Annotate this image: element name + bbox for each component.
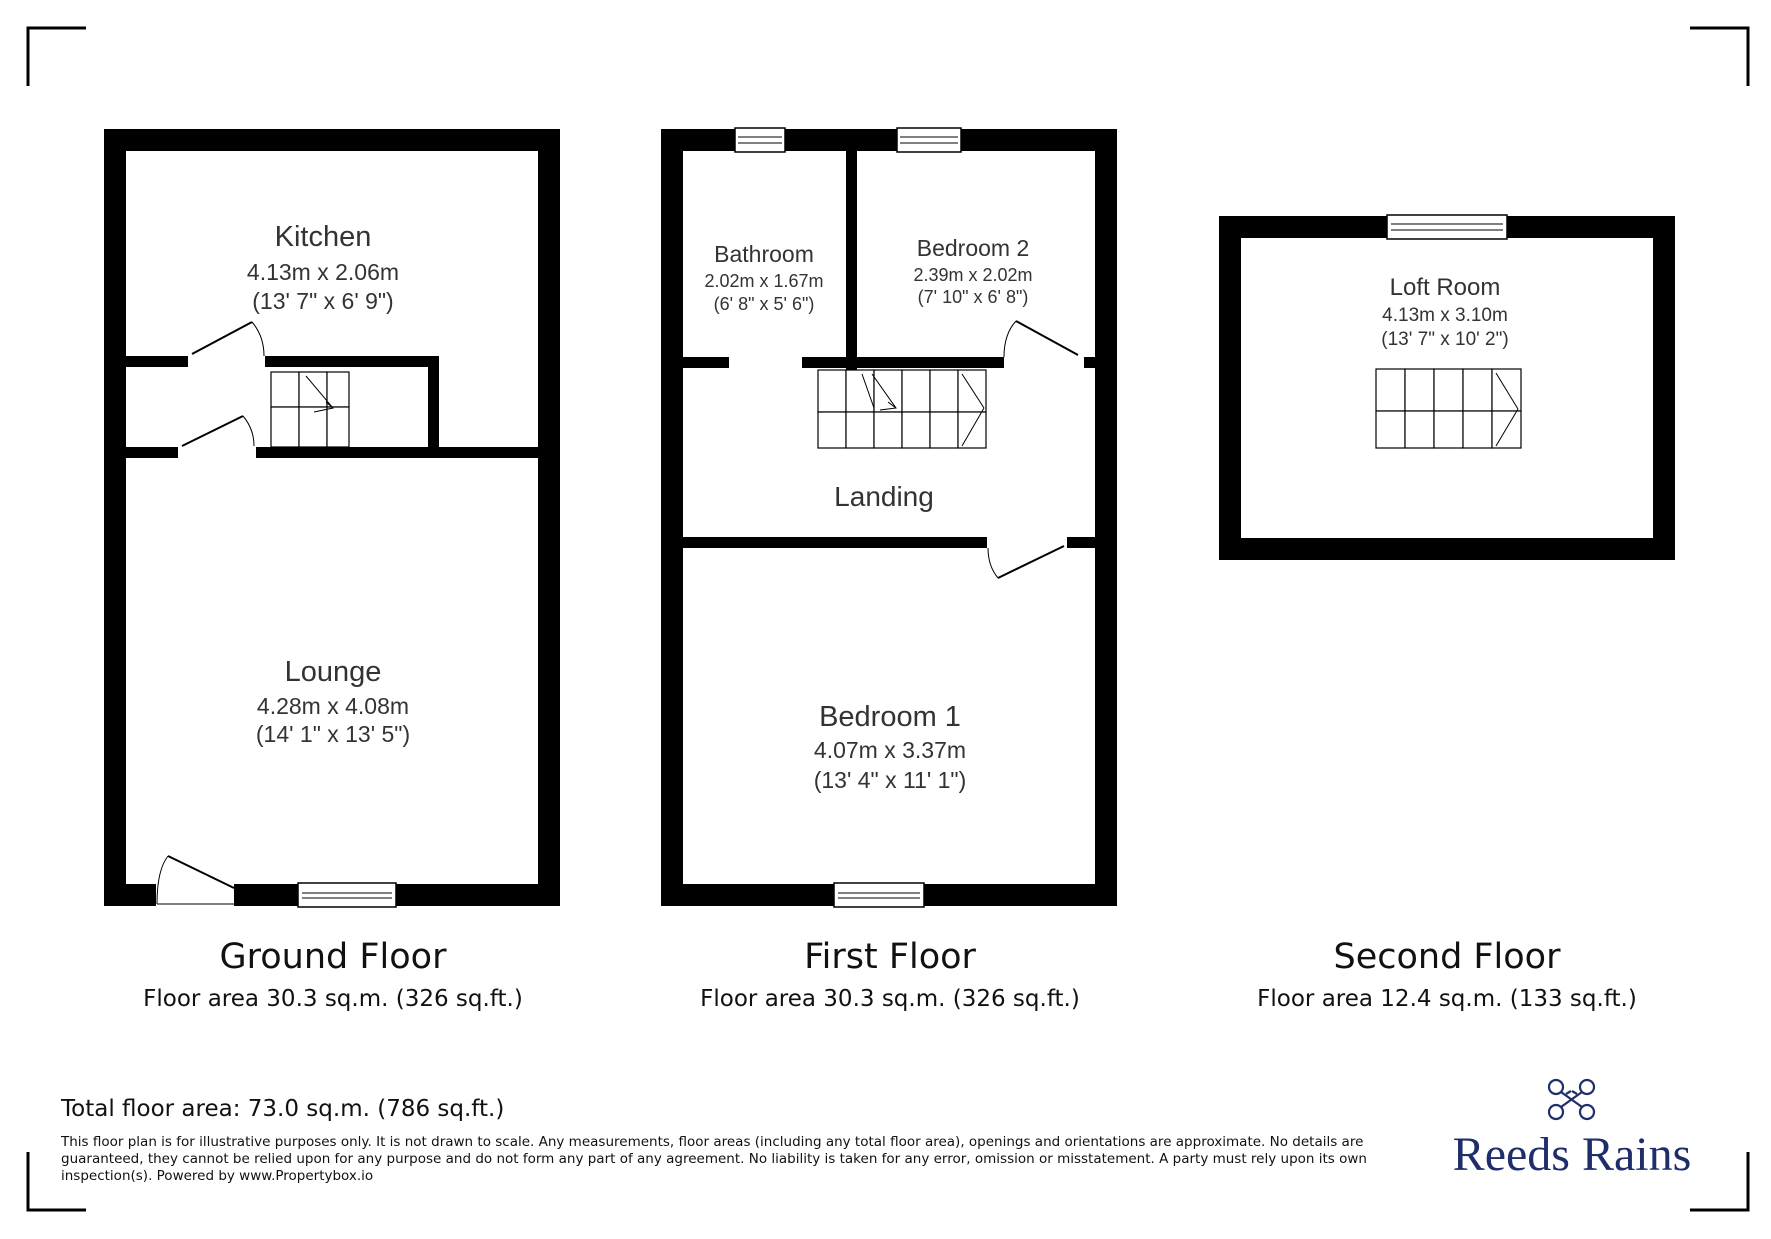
bedroom1-imperial: (13' 4" x 11' 1"): [813, 767, 967, 793]
crossed-keys-icon: [1549, 1080, 1594, 1119]
second-floor-area: Floor area 12.4 sq.m. (133 sq.ft.): [1257, 986, 1637, 1012]
ground-kitchen-door: [192, 322, 264, 356]
crop-mark-top-left: [28, 28, 86, 86]
bathroom-metric: 2.02m x 1.67m: [704, 271, 824, 291]
bedroom1-metric: 4.07m x 3.37m: [813, 737, 967, 763]
first-bed2-wall-stub: [1084, 357, 1095, 368]
ground-stair-wall-right: [428, 356, 439, 452]
second-wall-bottom: [1219, 538, 1675, 560]
loft-imperial: (13' 7" x 10' 2"): [1381, 329, 1509, 350]
ground-stair-wall-top: [265, 356, 439, 367]
loft-name: Loft Room: [1389, 274, 1501, 301]
crop-mark-top-right: [1690, 28, 1748, 86]
lounge-name: Lounge: [284, 656, 382, 688]
kitchen-imperial: (13' 7" x 6' 9"): [252, 288, 394, 314]
first-bedroom1-door: [988, 546, 1064, 578]
lounge-imperial: (14' 1" x 13' 5"): [255, 721, 411, 747]
ground-lounge-door: [182, 416, 254, 446]
bedroom2-name: Bedroom 2: [916, 235, 1030, 261]
kitchen-name: Kitchen: [274, 221, 372, 253]
ground-stair-step: [299, 407, 327, 447]
ground-lounge-wall-left: [126, 447, 178, 458]
second-floor-title: Second Floor: [1333, 937, 1561, 977]
bedroom2-metric: 2.39m x 2.02m: [913, 265, 1033, 285]
ground-stair-step: [299, 372, 327, 407]
ground-floor-area: Floor area 30.3 sq.m. (326 sq.ft.): [143, 986, 523, 1012]
ground-stair-step: [271, 407, 299, 447]
first-floor-plan: [661, 128, 1117, 1012]
kitchen-metric: 4.13m x 2.06m: [246, 259, 400, 285]
loft-metric: 4.13m x 3.10m: [1382, 305, 1508, 326]
second-wall-left: [1219, 216, 1241, 560]
second-loft-window: [1387, 215, 1507, 239]
first-landing-wall: [683, 537, 987, 548]
ground-kitchen-wall-left: [126, 356, 188, 367]
ground-stair-step: [271, 372, 299, 407]
total-floor-area: Total floor area: 73.0 sq.m. (786 sq.ft.): [61, 1096, 505, 1122]
ground-wall-left: [104, 129, 126, 906]
ground-stair-step: [327, 372, 349, 407]
ground-staircase: [271, 372, 349, 447]
first-landing-wall-stub: [1067, 537, 1095, 548]
crop-marks: [28, 28, 1748, 1210]
lounge-metric: 4.28m x 4.08m: [256, 693, 410, 719]
first-bed2-wall-bottom: [802, 357, 1004, 368]
first-wall-top: [661, 129, 1117, 151]
first-bathroom-window: [735, 128, 785, 152]
second-wall-right: [1653, 216, 1675, 560]
ground-floor-title: Ground Floor: [219, 937, 447, 977]
first-bath-wall-bottom: [683, 357, 729, 368]
landing-name: Landing: [834, 481, 934, 512]
first-bath-bed2-wall: [846, 151, 857, 373]
bedroom2-imperial: (7' 10" x 6' 8"): [917, 287, 1029, 307]
first-wall-right: [1095, 129, 1117, 906]
ground-floor-plan: [104, 129, 560, 1012]
first-wall-left: [661, 129, 683, 906]
brand-name: Reeds Rains: [1452, 1128, 1692, 1181]
second-staircase: [1376, 369, 1521, 448]
bathroom-imperial: (6' 8" x 5' 6"): [713, 294, 815, 314]
crop-mark-bottom-right: [1690, 1152, 1748, 1210]
bathroom-name: Bathroom: [714, 241, 814, 267]
ground-stair-step: [327, 407, 349, 447]
first-bedroom2-window: [897, 128, 961, 152]
ground-wall-bottom-right: [234, 884, 560, 906]
ground-lounge-wall-right: [256, 447, 538, 458]
ground-wall-right: [538, 129, 560, 906]
disclaimer-text: This floor plan is for illustrative purposes only. It is not drawn to scale. Any measurements, floor areas (including any total floor area), openings and orientations are approximate. No details are guaranteed, they cannot be relied upon for any purpose and do not form any part of any agreement. No liability is taken for any error, omission or misstatement. A party must rely upon its own inspection(s). Powered by www.Propertybox.io: [61, 1134, 1367, 1184]
ground-wall-bottom-left: [104, 884, 156, 906]
first-bedroom2-door: [1004, 321, 1078, 357]
ground-wall-top: [104, 129, 560, 151]
first-bedroom1-window: [834, 883, 924, 907]
first-floor-title: First Floor: [804, 937, 976, 977]
second-floor-plan: [1219, 215, 1675, 1012]
brand-logo: [1453, 1080, 1692, 1181]
ground-window: [298, 883, 396, 907]
ground-front-door: [157, 856, 234, 904]
first-floor-area: Floor area 30.3 sq.m. (326 sq.ft.): [700, 986, 1080, 1012]
first-staircase: [818, 370, 986, 448]
bedroom1-name: Bedroom 1: [819, 701, 961, 733]
